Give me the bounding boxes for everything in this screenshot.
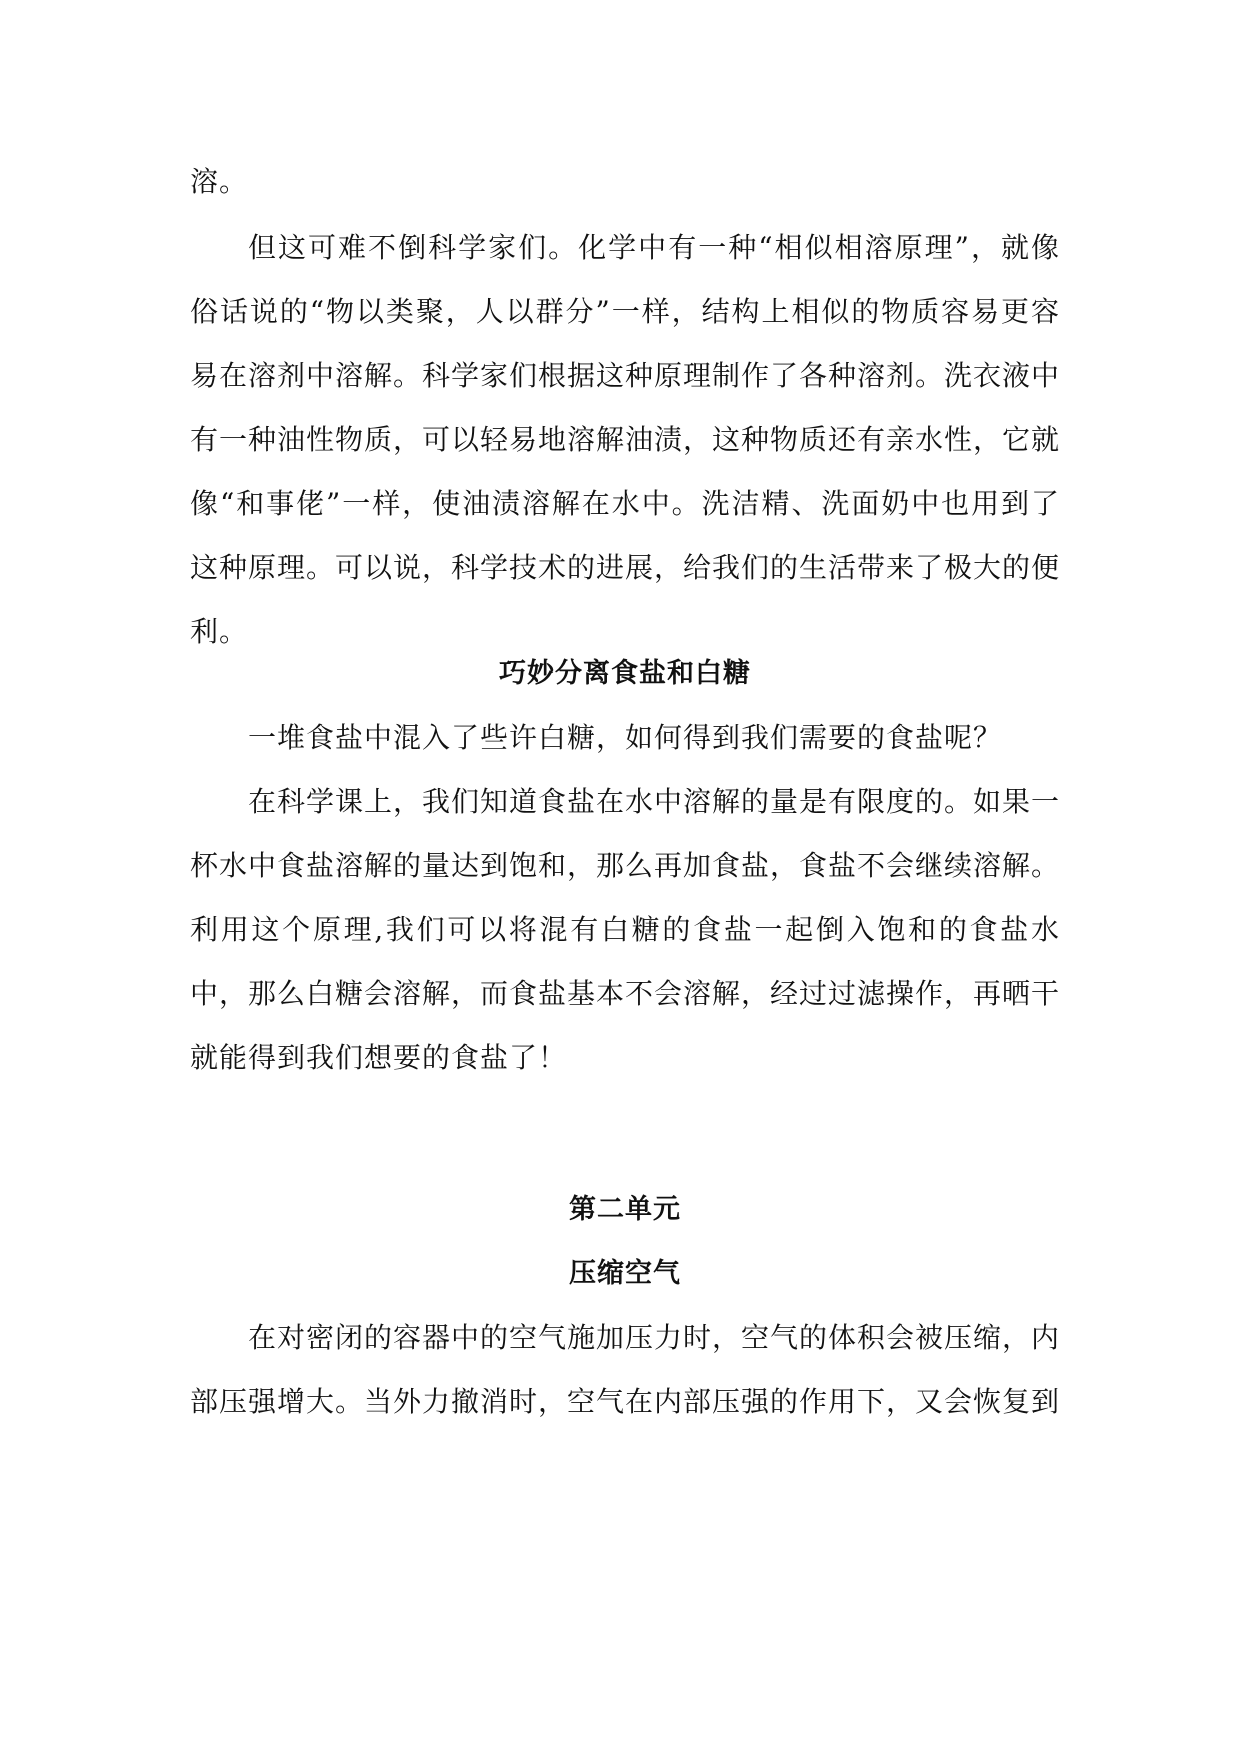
section-title: 巧妙分离食盐和白糖: [499, 658, 751, 689]
salt-separation-paragraph: 在科学课上，我们知道食盐在水中溶解的量是有限度的。如果一杯水中食盐溶解的量达到饱和，那么再加食盐，食盐不会继续溶解。利用这个原理,我们可以将混有白糖的食盐一起倒入饱和的食盐水中，那么白糖会溶解，而食盐基本不会溶解，经过过滤操作，再晒干就能得到我们想要的食盐了！: [190, 785, 1061, 1074]
section-title: 压缩空气: [569, 1258, 681, 1289]
section-unit-two: [190, 1178, 1060, 1434]
section-solvents: [190, 150, 1060, 664]
continuation-text: 溶。: [190, 165, 249, 198]
unit-title: 第二单元: [569, 1194, 681, 1225]
section-salt-sugar: [190, 642, 1060, 1090]
similar-dissolves-paragraph: 但这可难不倒科学家们。化学中有一种“相似相溶原理”，就像俗话说的“物以类聚，人以群分”一样，结构上相似的物质容易更容易在溶剂中溶解。科学家们根据这种原理制作了各种溶剂。洗衣液中有一种油性物质，可以轻易地溶解油渍，这种物质还有亲水性，它就像“和事佬”一样，使油渍溶解在水中。洗洁精、洗面奶中也用到了这种原理。可以说，科学技术的进展，给我们的生活带来了极大的便利。: [190, 231, 1061, 648]
salt-question-paragraph: 一堆食盐中混入了些许白糖，如何得到我们需要的食盐呢？: [248, 721, 1003, 754]
compressed-air-paragraph: 在对密闭的容器中的空气施加压力时，空气的体积会被压缩，内部压强增大。当外力撤消时，空气在内部压强的作用下，又会恢复到: [190, 1321, 1061, 1418]
